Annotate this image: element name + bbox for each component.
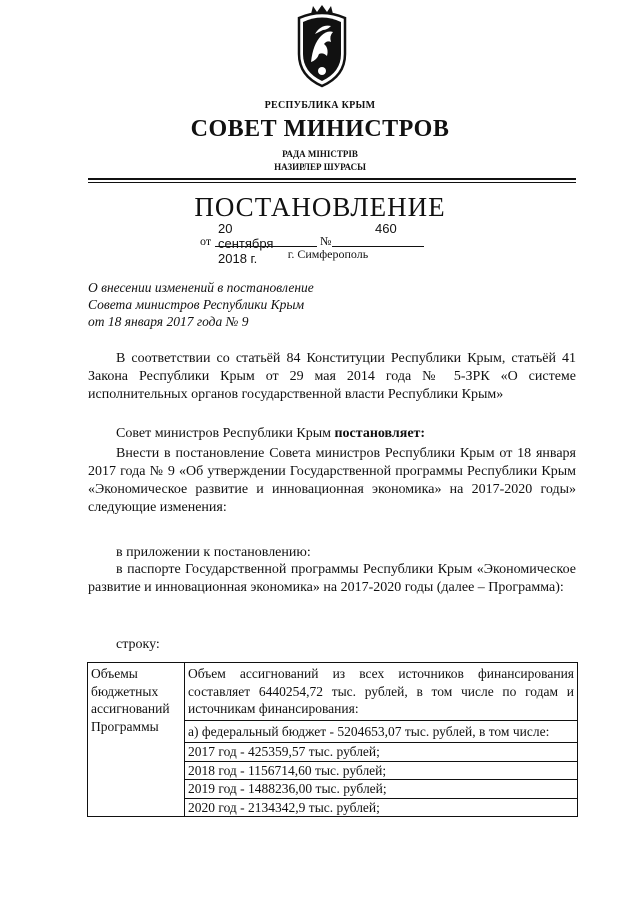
subject-line: от 18 января 2017 года № 9 xyxy=(88,314,249,329)
paragraph-legal-basis: В соответствии со статьёй 84 Конституции Республики Крым, статьёй 41 Закона Республики Крым от 29 мая 2014 года № 5-ЗРК «О системе исполнительных органов государственной власти Республики Крым» xyxy=(88,351,576,402)
subject-line: Совета министров Республики Крым xyxy=(88,297,305,312)
year-allocation: 2020 год - 2134342,9 тыс. рублей; xyxy=(185,798,577,817)
table-cell-label: Объемы бюджетных ассигнований Программы xyxy=(88,663,185,817)
republic-name: РЕСПУБЛИКА КРЫМ xyxy=(264,100,376,111)
paragraph-line: строку: xyxy=(116,637,160,652)
federal-budget: а) федеральный бюджет - 5204653,07 тыс. рублей, в том числе: xyxy=(185,720,577,743)
number-label: № xyxy=(320,234,332,248)
header-rule-thick xyxy=(88,178,576,180)
year-allocation: 2019 год - 1488236,00 тыс. рублей; xyxy=(185,779,577,798)
year-allocation: 2018 год - 1156714,60 тыс. рублей; xyxy=(185,761,577,780)
document-date: 20 сентября 2018 г. xyxy=(218,221,274,266)
from-label: от xyxy=(200,234,212,248)
paragraph-passport: в паспорте Государственной программы Республики Крым «Экономическое развитие и инновационная экономика» на 2017-2020 годы (далее – Программа): xyxy=(88,562,576,595)
year-allocation: 2017 год - 425359,57 тыс. рублей; xyxy=(185,742,577,761)
subject-line: О внесении изменений в постановление xyxy=(88,280,314,295)
budget-allocation-table xyxy=(87,662,578,817)
table-cell-content xyxy=(185,663,578,817)
document-subject xyxy=(88,279,314,330)
document-number: 460 xyxy=(375,221,397,236)
council-title-ukrainian: РАДА МІНІСТРІВ xyxy=(282,149,358,159)
header-rule-thin xyxy=(88,182,576,183)
resolves-keyword: постановляет: xyxy=(334,426,426,441)
paragraph-resolves: Совет министров Республики Крым постановляет: xyxy=(116,426,426,441)
city-name: г. Симферополь xyxy=(287,247,369,261)
allocation-intro: Объем ассигнований из всех источников финансирования составляет 6440254,72 тыс. рублей, в том числе по годам и источникам финансирования: xyxy=(188,666,574,716)
table-row xyxy=(88,663,578,817)
paragraph-appendix: в приложении к постановлению: xyxy=(116,545,311,560)
document-type: ПОСТАНОВЛЕНИЕ xyxy=(194,192,446,222)
crimea-coat-of-arms-emblem xyxy=(291,4,353,90)
council-title: СОВЕТ МИНИСТРОВ xyxy=(190,116,450,142)
paragraph-amendment: Внести в постановление Совета министров Республики Крым от 18 января 2017 года № 9 «Об утверждении Государственной программы Республики Крым «Экономическое развитие и инновационная экономика» на 2017-2020 годы» следующие изменения: xyxy=(88,446,576,515)
council-title-crimean-tatar: НАЗИРЛЕР ШУРАСЫ xyxy=(274,162,366,172)
